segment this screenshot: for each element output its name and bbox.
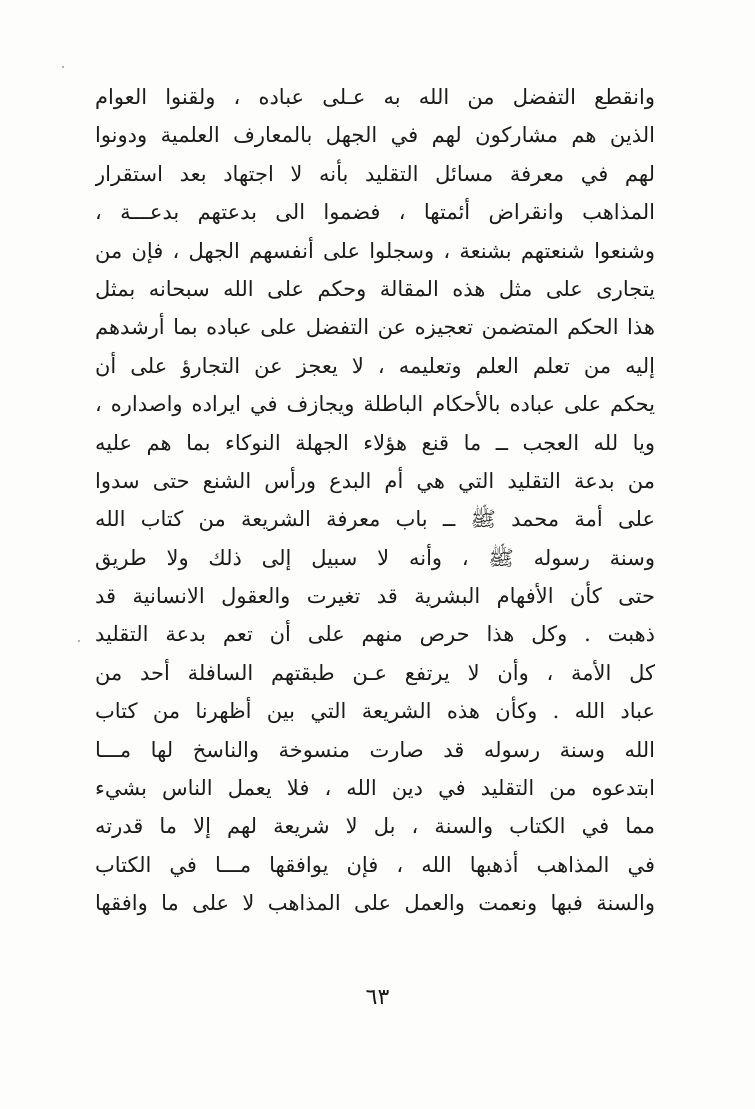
text-line: الله وسنة رسوله قد صارت منسوخة والناسخ لها مـــا — [95, 737, 655, 762]
scan-speck — [78, 640, 80, 642]
text-line: يحكم على عباده بالأحكام الباطلة ويجازف في ايراده واصداره ، — [95, 392, 655, 417]
page-number: ٦٣ — [365, 985, 390, 1010]
text-line: والسنة فبها ونعمت والعمل على المذاهب لا على ما وافقها — [95, 891, 655, 916]
text-line: المذاهب وانقراض أئمتها ، فضموا الى بدعتهم بدعـــة ، — [95, 200, 655, 225]
text-line: على أمة محمد ﷺ ــ باب معرفة الشريعة من كتاب الله — [95, 507, 655, 532]
scan-speck — [62, 66, 64, 68]
text-line: وسنة رسوله ﷺ ، وأنه لا سبيل إلى ذلك ولا طريق — [95, 545, 655, 570]
text-line: وشنعوا شنعتهم بشنعة ، وسجلوا على أنفسهم الجهل ، فإن من — [95, 238, 655, 263]
text-line: هذا الحكم المتضمن تعجيزه عن التفضل على عباده بما أرشدهم — [95, 315, 655, 340]
text-line: ذهبت . وكل هذا حرص منهم على أن تعم بدعة التقليد — [95, 622, 655, 647]
text-line: مما في الكتاب والسنة ، بل لا شريعة لهم إلا ما قدرته — [95, 814, 655, 839]
body-text — [95, 78, 655, 923]
text-line: ابتدعوه من التقليد في دين الله ، فلا يعمل الناس بشيء — [95, 776, 655, 801]
text-line: إليه من تعلم العلم وتعليمه ، لا يعجز عن التجارؤ على أن — [95, 353, 655, 378]
text-line: لهم في معرفة مسائل التقليد بأنه لا اجتهاد بعد استقرار — [95, 161, 655, 186]
text-line: في المذاهب أذهبها الله ، فإن يوافقها مـــا في الكتاب — [95, 852, 655, 877]
text-line: كل الأمة ، وأن لا يرتفع عـن طبقتهم السافلة أحد من — [95, 660, 655, 685]
text-line: عباد الله . وكأن هذه الشريعة التي بين أظهرنا من كتاب — [95, 699, 655, 724]
text-line: الذين هم مشاركون لهم في الجهل بالمعارف العلمية ودونوا — [95, 123, 655, 148]
text-line: من بدعة التقليد التي هي أم البدع ورأس الشنع حتى سدوا — [95, 468, 655, 493]
text-line: ويا لله العجب ــ ما قنع هؤلاء الجهلة النوكاء بما هم عليه — [95, 430, 655, 455]
text-line: يتجارى على مثل هذه المقالة وحكم على الله سبحانه بمثل — [95, 276, 655, 301]
text-line: وانقطع التفضل من الله به عـلى عباده ، ولقنوا العوام — [95, 85, 655, 109]
text-line: حتى كأن الأفهام البشرية قد تغيرت والعقول الانسانية قد — [95, 584, 655, 609]
